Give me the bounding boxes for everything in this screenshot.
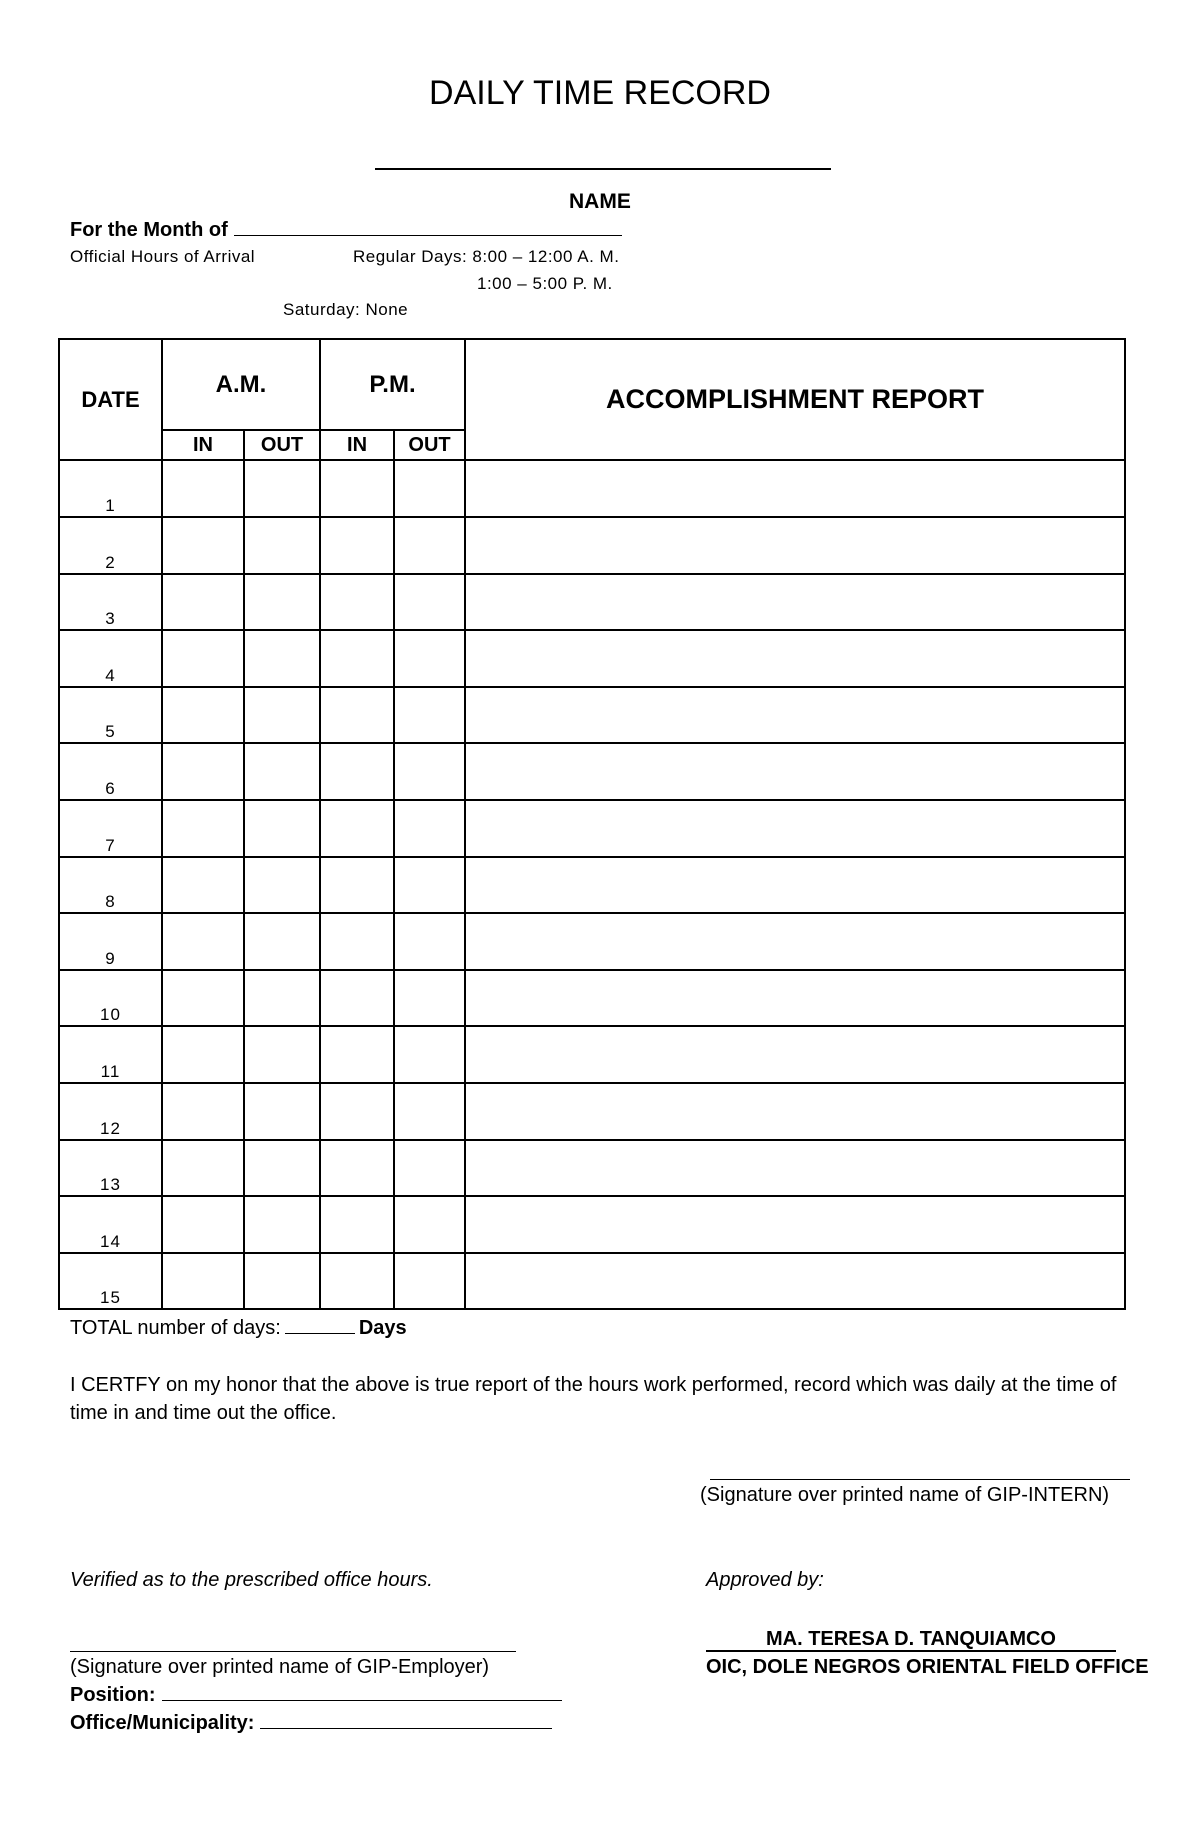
day-row [59,574,1125,631]
am-in-cell[interactable] [162,460,244,517]
accomplishment-cell[interactable] [465,687,1125,744]
total-days-unit: Days [358,1317,407,1339]
name-label: NAME [569,190,631,213]
approver-name: MA. TERESA D. TANQUIAMCO [706,1628,1116,1652]
am-in-cell[interactable] [162,743,244,800]
am-in-cell[interactable] [162,1083,244,1140]
pm-in-cell[interactable] [320,460,394,517]
pm-out-cell[interactable] [394,1196,465,1253]
pm-in-cell[interactable] [320,1253,394,1310]
pm-in-cell[interactable] [320,1026,394,1083]
am-out-cell[interactable] [244,687,320,744]
am-in-cell[interactable] [162,1253,244,1310]
month-label: For the Month of [70,219,228,241]
pm-header: P.M. [320,339,465,430]
position-label: Position: [70,1684,156,1706]
day-row [59,1083,1125,1140]
accomplishment-cell[interactable] [465,1140,1125,1197]
pm-out-cell[interactable] [394,687,465,744]
am-in-header: IN [162,430,244,460]
time-record-table [58,338,1126,1310]
am-out-cell[interactable] [244,574,320,631]
am-out-cell[interactable] [244,970,320,1027]
am-header: A.M. [162,339,320,430]
am-out-cell[interactable] [244,1026,320,1083]
am-in-cell[interactable] [162,800,244,857]
accomplishment-cell[interactable] [465,574,1125,631]
official-hours-label: Official Hours of Arrival [70,247,256,266]
pm-out-cell[interactable] [394,800,465,857]
month-blank[interactable] [234,221,622,236]
accomplishment-cell[interactable] [465,913,1125,970]
am-in-cell[interactable] [162,687,244,744]
pm-out-cell[interactable] [394,857,465,914]
am-out-cell[interactable] [244,913,320,970]
day-number: 3 [59,574,162,631]
approver-title: OIC, DOLE NEGROS ORIENTAL FIELD OFFICE [706,1656,1149,1678]
pm-in-cell[interactable] [320,857,394,914]
verified-text: Verified as to the prescribed office hours. [70,1569,433,1591]
position-field [70,1684,562,1707]
pm-in-cell[interactable] [320,743,394,800]
day-number: 12 [59,1083,162,1140]
position-blank[interactable] [162,1686,562,1701]
accomplishment-cell[interactable] [465,857,1125,914]
total-days-blank[interactable] [285,1319,355,1334]
regular-days-pm: 1:00 – 5:00 P. M. [477,274,613,293]
day-number: 4 [59,630,162,687]
page-title: DAILY TIME RECORD [429,74,771,112]
am-out-cell[interactable] [244,800,320,857]
am-out-cell[interactable] [244,517,320,574]
day-row [59,743,1125,800]
am-in-cell[interactable] [162,1196,244,1253]
day-row [59,687,1125,744]
day-row [59,1026,1125,1083]
pm-out-cell[interactable] [394,630,465,687]
pm-in-cell[interactable] [320,913,394,970]
employer-signature-line [70,1651,516,1652]
pm-in-cell[interactable] [320,687,394,744]
day-row [59,517,1125,574]
accomplishment-cell[interactable] [465,1196,1125,1253]
day-number: 10 [59,970,162,1027]
pm-in-cell[interactable] [320,1140,394,1197]
am-out-cell[interactable] [244,743,320,800]
accomplishment-cell[interactable] [465,460,1125,517]
employer-signature-label: (Signature over printed name of GIP-Employer) [70,1656,490,1678]
approved-by-label: Approved by: [706,1569,824,1591]
accomplishment-cell[interactable] [465,743,1125,800]
day-number: 1 [59,460,162,517]
office-blank[interactable] [260,1714,552,1729]
day-row [59,1196,1125,1253]
day-number: 2 [59,517,162,574]
day-number: 13 [59,1140,162,1197]
am-in-cell[interactable] [162,574,244,631]
day-number: 8 [59,857,162,914]
pm-out-cell[interactable] [394,1140,465,1197]
pm-in-cell[interactable] [320,1196,394,1253]
pm-out-header: OUT [394,430,465,460]
day-row [59,1140,1125,1197]
day-number: 9 [59,913,162,970]
saturday-hours: Saturday: None [283,300,409,319]
am-in-cell[interactable] [162,517,244,574]
am-out-cell[interactable] [244,460,320,517]
accomplishment-header: ACCOMPLISHMENT REPORT [465,339,1125,460]
day-row [59,1253,1125,1310]
am-out-cell[interactable] [244,1253,320,1310]
office-field [70,1712,552,1735]
am-in-cell[interactable] [162,913,244,970]
day-row [59,800,1125,857]
name-signature-line [375,168,831,170]
day-number: 6 [59,743,162,800]
am-in-cell[interactable] [162,1140,244,1197]
pm-in-cell[interactable] [320,630,394,687]
total-days-label: TOTAL number of days: [70,1317,281,1339]
day-row [59,460,1125,517]
intern-signature-label: (Signature over printed name of GIP-INTERN) [700,1484,1110,1506]
pm-out-cell[interactable] [394,913,465,970]
accomplishment-cell[interactable] [465,1253,1125,1310]
pm-in-cell[interactable] [320,517,394,574]
pm-in-cell[interactable] [320,1083,394,1140]
date-header: DATE [59,339,162,460]
accomplishment-cell[interactable] [465,1026,1125,1083]
day-number: 14 [59,1196,162,1253]
am-out-cell[interactable] [244,1140,320,1197]
am-in-cell[interactable] [162,1026,244,1083]
pm-in-cell[interactable] [320,970,394,1027]
pm-out-cell[interactable] [394,970,465,1027]
accomplishment-cell[interactable] [465,630,1125,687]
pm-out-cell[interactable] [394,574,465,631]
day-row [59,913,1125,970]
pm-out-cell[interactable] [394,517,465,574]
pm-out-cell[interactable] [394,460,465,517]
am-out-cell[interactable] [244,630,320,687]
am-out-header: OUT [244,430,320,460]
accomplishment-cell[interactable] [465,970,1125,1027]
day-row [59,630,1125,687]
day-number: 11 [59,1026,162,1083]
am-out-cell[interactable] [244,857,320,914]
am-in-cell[interactable] [162,857,244,914]
accomplishment-cell[interactable] [465,1083,1125,1140]
am-out-cell[interactable] [244,1196,320,1253]
day-number: 7 [59,800,162,857]
am-in-cell[interactable] [162,970,244,1027]
certification-text: I CERTFY on my honor that the above is true report of the hours work performed, record which was daily at the time of time in and time out the office. [70,1374,1117,1424]
pm-in-cell[interactable] [320,574,394,631]
day-row [59,970,1125,1027]
day-number: 15 [59,1253,162,1310]
pm-out-cell[interactable] [394,743,465,800]
accomplishment-cell[interactable] [465,800,1125,857]
accomplishment-cell[interactable] [465,517,1125,574]
pm-out-cell[interactable] [394,1026,465,1083]
day-number: 5 [59,687,162,744]
month-field [70,219,622,242]
am-out-cell[interactable] [244,1083,320,1140]
office-label: Office/Municipality: [70,1712,255,1734]
am-in-cell[interactable] [162,630,244,687]
pm-in-cell[interactable] [320,800,394,857]
pm-out-cell[interactable] [394,1253,465,1310]
pm-out-cell[interactable] [394,1083,465,1140]
day-row [59,857,1125,914]
pm-in-header: IN [320,430,394,460]
intern-signature-line [710,1479,1130,1480]
total-days [70,1317,407,1340]
regular-days-am: Regular Days: 8:00 – 12:00 A. M. [353,247,620,266]
